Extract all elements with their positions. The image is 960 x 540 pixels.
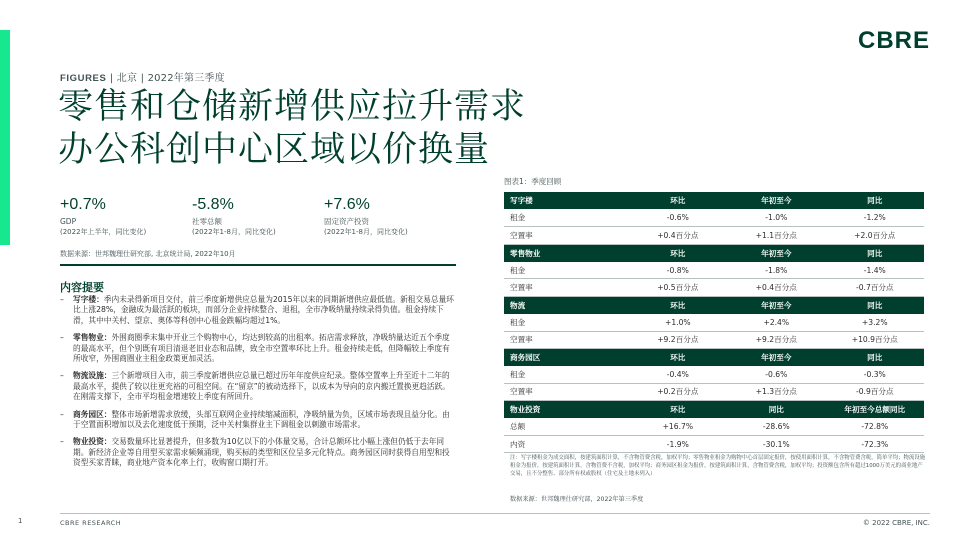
column-header-cell: 同比 [826, 192, 924, 209]
table-row [504, 383, 924, 400]
summary-item-label: 物流设施： [73, 371, 112, 381]
table-row [504, 279, 924, 296]
kicker-separator: | [109, 73, 114, 84]
summary-item-text: 整体市场新增需求放缓，头部互联网企业持续缩减面积，净吸纳量为负，区域市场表现且益分化。由于空置面积增加以及去化速度低于预期，泛中关村集群业主下调租金以刺激市场需求。 [73, 409, 450, 430]
value-cell: +10.9百分点 [826, 331, 924, 348]
kpi-label: GDP [60, 217, 77, 226]
column-header-cell: 同比 [826, 244, 924, 261]
summary-item-logistics [60, 371, 456, 402]
table-section-header [504, 296, 924, 313]
right-source-note: 数据来源：世邦魏理仕研究部，2022年第三季度 [510, 496, 644, 503]
page-title [58, 86, 526, 172]
kpi-sub: (2022年1-8月，同比变化) [324, 228, 408, 236]
section-title-cell: 零售物业 [504, 244, 629, 261]
summary-heading: 内容提要 [60, 281, 104, 294]
value-cell: -1.2% [826, 209, 924, 226]
table-row [504, 435, 924, 452]
summary-item-retail [60, 333, 456, 364]
value-cell: +1.1百分点 [727, 227, 825, 244]
table-section-header [504, 401, 924, 418]
column-header-cell: 年初至今 [727, 244, 825, 261]
value-cell: -1.8% [727, 262, 825, 279]
figure-caption: 图表1：季度回顾 [504, 177, 562, 186]
value-cell: -0.8% [629, 262, 727, 279]
value-cell: -1.4% [826, 262, 924, 279]
table-row [504, 366, 924, 383]
row-label-cell: 空置率 [504, 279, 629, 296]
column-header-cell: 同比 [826, 349, 924, 366]
summary-list [60, 295, 456, 476]
row-label-cell: 空置率 [504, 227, 629, 244]
kpi-label: 社零总额 [192, 217, 222, 226]
summary-item-label: 物业投资： [73, 437, 112, 447]
column-header-cell: 年初至今 [727, 349, 825, 366]
row-label-cell: 内资 [504, 435, 629, 452]
value-cell: +3.2% [826, 314, 924, 331]
summary-item-business-park [60, 410, 456, 431]
value-cell: +9.2百分点 [727, 331, 825, 348]
kpi-value: +7.6% [324, 196, 370, 213]
column-header-cell: 年初至今 [727, 296, 825, 313]
summary-item-label: 零售物业： [73, 333, 112, 343]
cbre-logo: CBRE [857, 27, 930, 54]
value-cell: +0.4百分点 [727, 279, 825, 296]
section-divider [60, 264, 456, 266]
table-row [504, 314, 924, 331]
section-title-cell: 物业投资 [504, 401, 629, 418]
footer-copyright: © 2022 CBRE, INC. [862, 519, 930, 527]
value-cell: +1.0% [629, 314, 727, 331]
value-cell: -1.9% [629, 435, 727, 452]
kpi-retail-sales [192, 196, 324, 237]
quarterly-review-table [504, 192, 924, 453]
kicker-separator: | [140, 73, 145, 84]
value-cell: -0.9百分点 [826, 383, 924, 400]
row-label-cell: 空置率 [504, 331, 629, 348]
left-source-note: 数据来源：世邦魏理仕研究部, 北京统计局, 2022年10月 [60, 250, 236, 258]
value-cell: -72.8% [826, 418, 924, 435]
summary-item-label: 商务园区： [73, 409, 112, 419]
table-row [504, 331, 924, 348]
column-header-cell: 环比 [629, 349, 727, 366]
kpi-row [60, 196, 456, 237]
value-cell: -0.4% [629, 366, 727, 383]
table-section-header [504, 349, 924, 366]
value-cell: -72.3% [826, 435, 924, 452]
kicker [60, 69, 225, 84]
value-cell: -0.6% [727, 366, 825, 383]
summary-item-investment [60, 437, 456, 468]
value-cell: -0.3% [826, 366, 924, 383]
value-cell: -0.6% [629, 209, 727, 226]
value-cell: +0.5百分点 [629, 279, 727, 296]
title-line-1: 零售和仓储新增供应拉升需求 [58, 87, 527, 127]
row-label-cell: 租金 [504, 366, 629, 383]
value-cell: +0.4百分点 [629, 227, 727, 244]
column-header-cell: 环比 [629, 192, 727, 209]
row-label-cell: 租金 [504, 262, 629, 279]
kpi-value: -5.8% [192, 196, 234, 213]
kicker-city: 北京 [116, 73, 138, 84]
column-header-cell: 环比 [629, 244, 727, 261]
footer-brand: CBRE RESEARCH [60, 519, 122, 527]
column-header-cell: 同比 [727, 401, 825, 418]
value-cell: +2.4% [727, 314, 825, 331]
title-line-2: 办公科创中心区域以价换量 [58, 130, 491, 170]
column-header-cell: 环比 [629, 296, 727, 313]
kpi-sub: (2022年1-8月，同比变化) [192, 228, 276, 236]
table-row [504, 262, 924, 279]
row-label-cell: 租金 [504, 209, 629, 226]
value-cell: +9.2百分点 [629, 331, 727, 348]
kpi-gdp [60, 196, 192, 237]
column-header-cell: 环比 [629, 401, 727, 418]
summary-item-office [60, 295, 456, 326]
value-cell: -28.6% [727, 418, 825, 435]
kpi-sub: (2022年上半年，同比变化) [60, 228, 147, 236]
table-row [504, 209, 924, 226]
footer-divider [60, 513, 930, 514]
value-cell: +0.2百分点 [629, 383, 727, 400]
table-section-header [504, 244, 924, 261]
kicker-figures: FIGURES [60, 73, 107, 84]
summary-item-label: 写字楼： [73, 295, 104, 304]
kpi-value: +0.7% [60, 196, 106, 213]
table-row [504, 418, 924, 435]
summary-item-text: 季内未录得新项目交付，前三季度新增供应总量为2015年以来的同期新增供应最低值。新租交易总量环比上涨28%，金融成为最活跃的板块，而部分企业持续整合、退租，全市净吸纳量持续录得负值。租金持续下滑，其中中关村、望京、奥体等科创中心租金跌幅均超过1%。 [73, 295, 454, 325]
row-label-cell: 空置率 [504, 383, 629, 400]
value-cell: +1.3百分点 [727, 383, 825, 400]
summary-item-text: 外围商圈季末集中开业三个购物中心，均达到较高的出租率。拓店需求释放，净吸纳量达近五个季度的最高水平，但个别既有项目清退老旧业态和品牌，致全市空置率环比上升。租金持续走低，但降幅较上季度有所收窄，外围商圈业主租金政策更加灵活。 [73, 333, 450, 364]
page-number: 1 [18, 517, 23, 525]
table-row [504, 227, 924, 244]
row-label-cell: 总额 [504, 418, 629, 435]
row-label-cell: 租金 [504, 314, 629, 331]
column-header-cell: 年初至今总额同比 [826, 401, 924, 418]
value-cell: +16.7% [629, 418, 727, 435]
table-section-header [504, 192, 924, 209]
column-header-cell: 年初至今 [727, 192, 825, 209]
value-cell: -0.7百分点 [826, 279, 924, 296]
summary-item-text: 交易数量环比显著提升，但多数为10亿以下的小体量交易，合计总额环比小幅上涨但仍低于去年同期。新经济企业等自用型买家需求频频涌现，购买标的类型和区位呈多元化特点。商务园区同时获得自用型和投资型买家青睐，商业地产资本化率上行，收购窗口期打开。 [73, 437, 450, 468]
kpi-label: 固定资产投资 [324, 217, 369, 226]
summary-item-text: 三个新增项目入市，前三季度新增供应总量已超过历年年度供应纪录。整体空置率上升至近十二年的最高水平，提供了较以往更充裕的可租空间。在“留京”的被动选择下，以成本为导向的京内搬迁置换更趋活跃。在刚需支撑下，全市平均租金增速较上季度有所回升。 [73, 371, 450, 402]
accent-bar [0, 30, 10, 245]
kicker-period: 2022年第三季度 [147, 73, 225, 84]
section-title-cell: 写字楼 [504, 192, 629, 209]
section-title-cell: 物流 [504, 296, 629, 313]
column-header-cell: 同比 [826, 296, 924, 313]
section-title-cell: 商务园区 [504, 349, 629, 366]
table-notes: 注：写字楼租金为成交面积，按建筑面积计算，不含物管费含税，加权平均；零售物业租金为购物中心首层固定报价，按使用面积计算，不含物管费含税，简单平均；物流设施租金为报价，按建筑面积计算，含物管费不含税，加权平均；商务园区租金为报价，按建筑面积计算，含物管费含税，加权平均；投资额包含所有超过1000万美元的商业地产交易，且不分整售、部分所有权或股权（住宅及土地未列入） [510, 455, 926, 478]
kpi-fixed-asset-investment [324, 196, 456, 237]
value-cell: -30.1% [727, 435, 825, 452]
value-cell: +2.0百分点 [826, 227, 924, 244]
value-cell: -1.0% [727, 209, 825, 226]
